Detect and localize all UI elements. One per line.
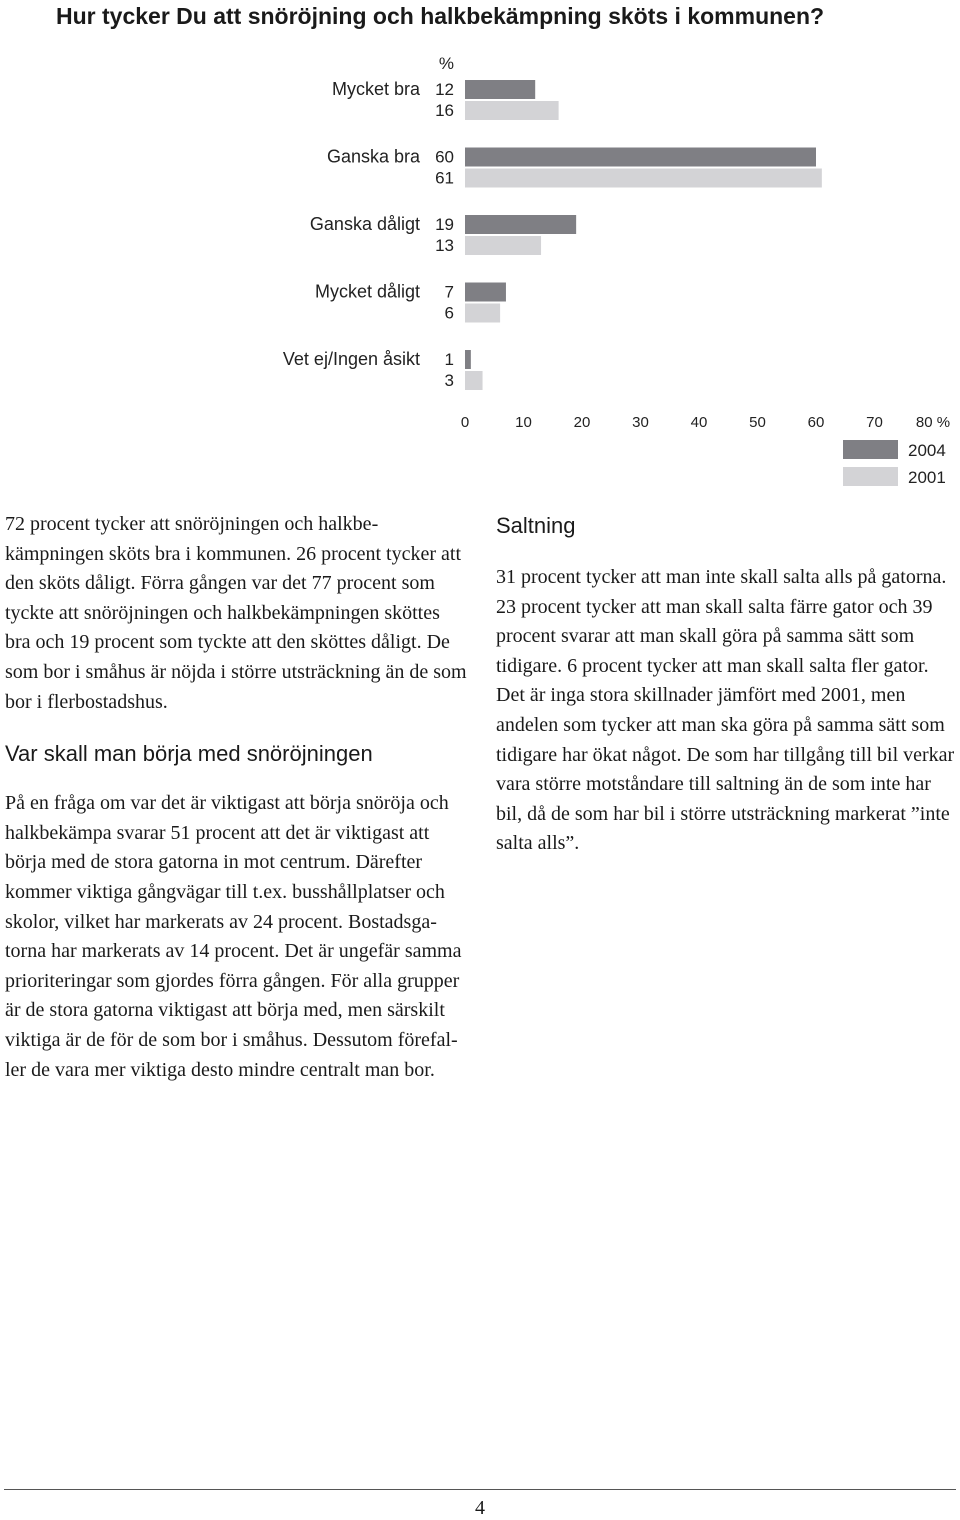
bar-2001 (465, 236, 541, 255)
bar-chart (0, 40, 960, 490)
category-label: Vet ej/Ingen åsikt (282, 349, 420, 369)
category-label: Mycket bra (331, 79, 420, 99)
right-text-column (496, 511, 958, 859)
value-label-2004: 7 (444, 282, 454, 302)
unit-label: % (438, 54, 454, 73)
legend-label-2004: 2004 (908, 441, 946, 460)
x-tick-label: 70 (866, 414, 883, 431)
value-label-2001: 3 (444, 371, 454, 390)
x-tick-label: 40 (690, 414, 708, 431)
bar-2004 (465, 148, 816, 167)
snow-clearing-paragraph: På en fråga om var det är viktigast att börja snöröja och halkbekämpa svarar 51 procent att det är viktigast att börja med de stora gatorna in mot centrum. Därefter kommer viktiga gångvägar till t.ex. busshållplatser och skolor, vilket har markerats av 24 procent. Bostadsgatorna har markerats av 14 procent. Det är ungefär samma prioriteringar som gjordes förra gången. För alla grupper är de stora gatorna viktigast att börja med, men särskilt viktiga är de för de som bor i småhus. Dessutom förefaller de vara mer viktiga desto mindre centralt man bor. (5, 792, 462, 1081)
bar-2001 (465, 101, 559, 120)
section-heading-snow-clearing: Var skall man börja med snöröjningen (5, 741, 373, 767)
category-label: Ganska dåligt (309, 214, 420, 234)
x-tick-label: 50 (749, 414, 766, 431)
value-label-2001: 13 (435, 236, 454, 255)
x-tick-label: 80 % (915, 414, 951, 431)
bar-2004 (465, 350, 471, 369)
intro-paragraph: 72 procent tycker att snöröjningen och halkbekämpningen sköts bra i kommunen. 26 procent tycker att den sköts dåligt. Förra gången var det 77 procent som tyckte att snöröjningen och halkbekämpningen sköttes bra och 19 procent som tyckte att den sköttes dåligt. De som bor i småhus är nöjda i större utsträckning än de som bor i flerbostadshus. (5, 513, 467, 713)
chart-heading: Hur tycker Du att snöröjning och halkbekämpning sköts i kommunen? (56, 3, 825, 29)
value-label-2004: 19 (435, 215, 454, 234)
value-label-2001: 61 (435, 168, 454, 188)
category-label: Ganska bra (326, 146, 420, 167)
value-label-2004: 1 (444, 350, 454, 369)
bar-2001 (465, 371, 483, 390)
x-tick-label: 30 (632, 414, 649, 431)
legend-swatch-2004 (843, 440, 898, 459)
value-label-2004: 60 (435, 147, 454, 167)
footer-divider (4, 1489, 956, 1490)
value-label-2001: 16 (435, 101, 454, 120)
page-number: 4 (475, 1497, 485, 1519)
x-tick-label: 10 (515, 414, 532, 431)
value-label-2004: 12 (435, 80, 454, 99)
x-tick-label: 60 (807, 414, 825, 431)
bar-2001 (465, 304, 500, 323)
section-heading-salting: Saltning (496, 513, 576, 538)
bar-2001 (465, 169, 822, 188)
legend-swatch-2001 (843, 467, 898, 486)
x-tick-label: 0 (460, 414, 470, 431)
bar-2004 (465, 215, 576, 234)
legend-label-2001: 2001 (908, 468, 946, 487)
left-text-column (5, 510, 467, 1085)
value-label-2001: 6 (444, 303, 454, 323)
x-tick-label: 20 (573, 414, 591, 431)
bar-2004 (465, 80, 535, 99)
bar-2004 (465, 283, 506, 302)
salting-paragraph: 31 procent tycker att man inte skall salta alls på gatorna. 23 procent tycker att man skall salta färre gator och 39 procent svarar att man skall göra på samma sätt som tidigare. 6 procent tycker att man skall salta fler gator. Det är inga stora skillnader jämfört med 2001, men andelen som tycker att man ska göra på samma sätt som tidigare har ökat något. De som har tillgång till bil verkar vara större motståndare till saltning än de som inte har bil, då de som har bil i större utsträckning markerat ”inte salta alls”. (496, 566, 955, 855)
category-label: Mycket dåligt (314, 281, 420, 302)
